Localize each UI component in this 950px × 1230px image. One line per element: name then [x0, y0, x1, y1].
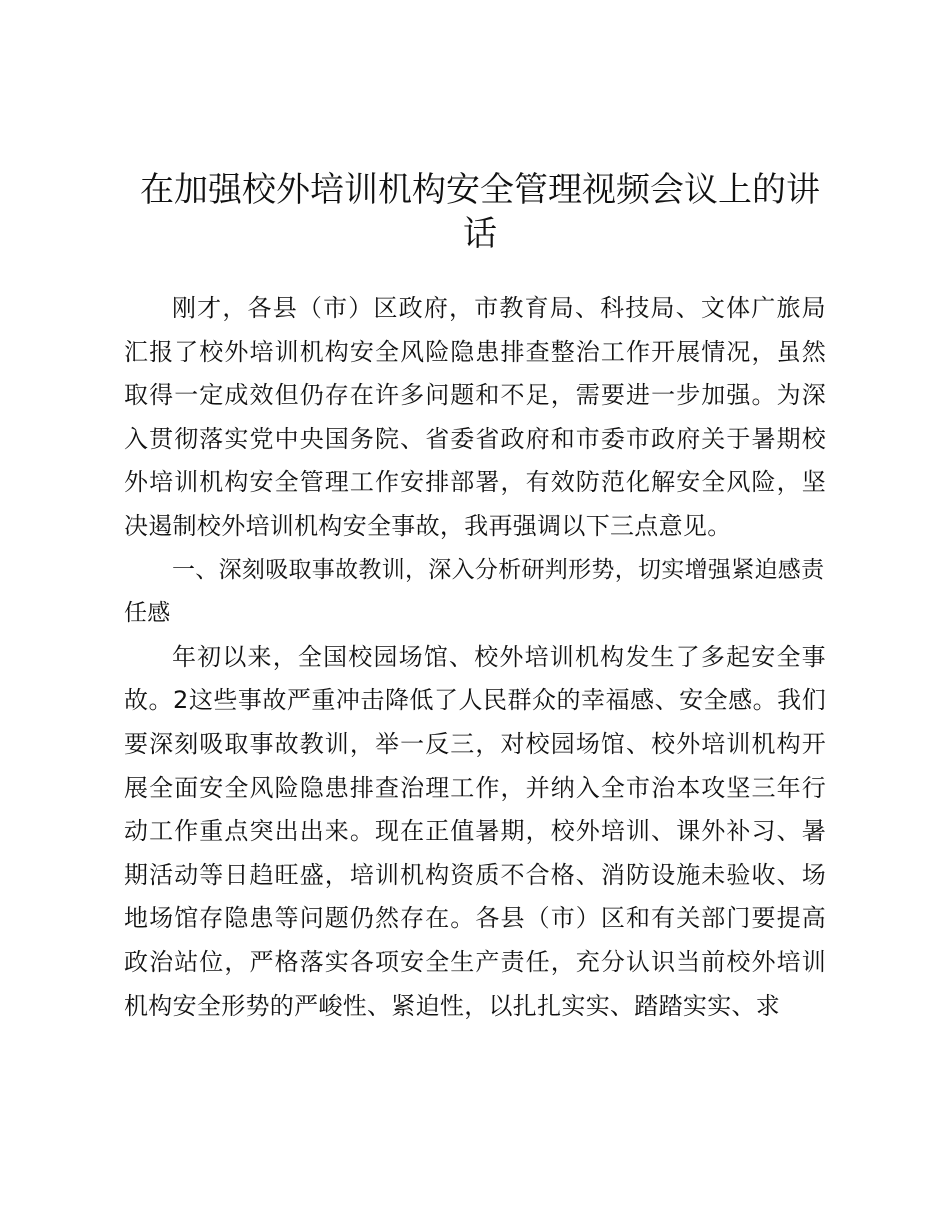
- paragraph-intro: 刚才，各县（市）区政府，市教育局、科技局、文体广旅局汇报了校外培训机构安全风险隐患排查整治工作开展情况，虽然取得一定成效但仍存在许多问题和不足，需要进一步加强。为深入贯彻落实党中央国务院、省委省政府和市委市政府关于暑期校外培训机构安全管理工作安排部署，有效防范化解安全风险，坚决遏制校外培训机构安全事故，我再强调以下三点意见。: [124, 294, 826, 540]
- document-body: [124, 287, 826, 1028]
- paragraph-section-1: 年初以来，全国校园场馆、校外培训机构发生了多起安全事故。2这些事故严重冲击降低了人民群众的幸福感、安全感。我们要深刻吸取事故教训，举一反三，对校园场馆、校外培训机构开展全面安全风险隐患排查治理工作，并纳入全市治本攻坚三年行动工作重点突出出来。现在正值暑期，校外培训、课外补习、暑期活动等日趋旺盛，培训机构资质不合格、消防设施未验收、场地场馆存隐患等问题仍然存在。各县（市）区和有关部门要提高政治站位，严格落实各项安全生产责任，充分认识当前校外培训机构安全形势的严峻性、紧迫性，以扎扎实实、踏踏实实、求: [124, 642, 826, 1020]
- document-title: 在加强校外培训机构安全管理视频会议上的讲话: [140, 170, 820, 254]
- section-heading-1: 一、深刻吸取事故教训，深入分析研判形势，切实增强紧迫感责任感: [124, 556, 825, 627]
